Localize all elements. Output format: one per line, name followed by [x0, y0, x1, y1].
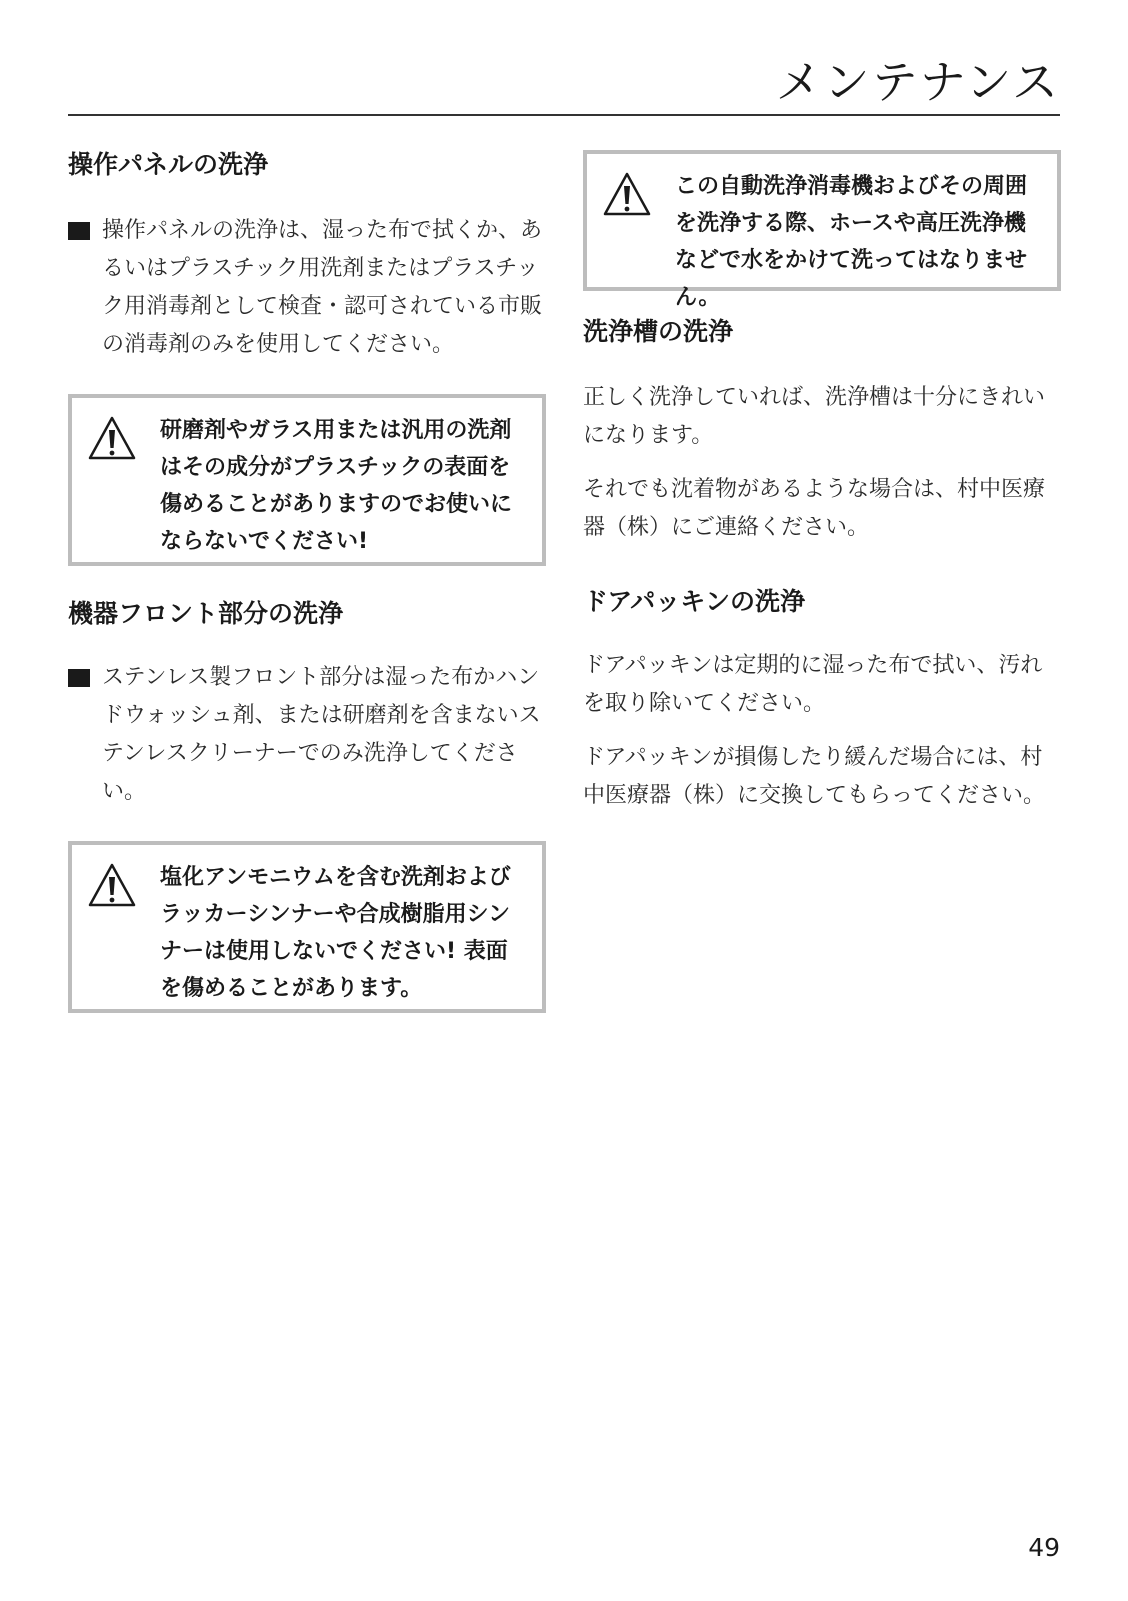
section-heading-tank: 洗浄槽の洗浄: [583, 317, 734, 346]
bullet-front: [68, 659, 546, 811]
left-column: [68, 150, 546, 1013]
paragraph-tank-1: 正しく洗浄していれば、洗浄槽は十分にきれいになります。: [583, 385, 1046, 448]
bullet-text: ステンレス製フロント部分は湿った布かハンドウォッシュ剤、または研磨剤を含まないステンレスクリーナーでのみ洗浄してください。: [102, 665, 541, 804]
page-header: [68, 40, 1060, 116]
warning-box-thinner: [68, 841, 546, 1013]
square-bullet-icon: [68, 222, 90, 240]
warning-triangle-icon: [88, 863, 136, 907]
bullet-text: 操作パネルの洗浄は、湿った布で拭くか、あるいはプラスチック用洗剤またはプラスチック用消毒剤として検査・認可されている市販の消毒剤のみを使用してください。: [102, 218, 543, 357]
warning-triangle-icon: [88, 416, 136, 460]
warning-triangle-icon: [603, 172, 651, 216]
paragraph-tank-2: それでも沈着物があるような場合は、村中医療器（株）にご連絡ください。: [583, 477, 1046, 540]
paragraph-door-seal-1: ドアパッキンは定期的に湿った布で拭い、汚れを取り除いてください。: [583, 653, 1043, 716]
warning-text: 塩化アンモニウムを含む洗剤およびラッカーシンナーや合成樹脂用シンナーは使用しないでください! 表面を傷めることがあります。: [160, 865, 511, 1001]
warning-text: 研磨剤やガラス用または汎用の洗剤はその成分がプラスチックの表面を傷めることがありますのでお使いにならないでください!: [160, 418, 513, 554]
section-heading-front: 機器フロント部分の洗浄: [68, 599, 344, 628]
square-bullet-icon: [68, 669, 90, 687]
warning-text: この自動洗浄消毒機およびその周囲を洗浄する際、ホースや高圧洗浄機などで水をかけて洗ってはなりません。: [675, 174, 1028, 310]
right-column: [583, 150, 1061, 815]
paragraph-door-seal-2: ドアパッキンが損傷したり緩んだ場合には、村中医療器（株）に交換してもらってください。: [583, 745, 1046, 808]
section-heading-control-panel: 操作パネルの洗浄: [68, 150, 269, 179]
warning-box-water: [583, 150, 1061, 310]
bullet-control-panel: [68, 212, 546, 364]
page-number: 49: [1028, 1533, 1060, 1562]
page-title: メンテナンス: [775, 55, 1060, 109]
section-heading-door-seal: ドアパッキンの洗浄: [583, 587, 806, 616]
warning-box-abrasives: [68, 394, 546, 566]
